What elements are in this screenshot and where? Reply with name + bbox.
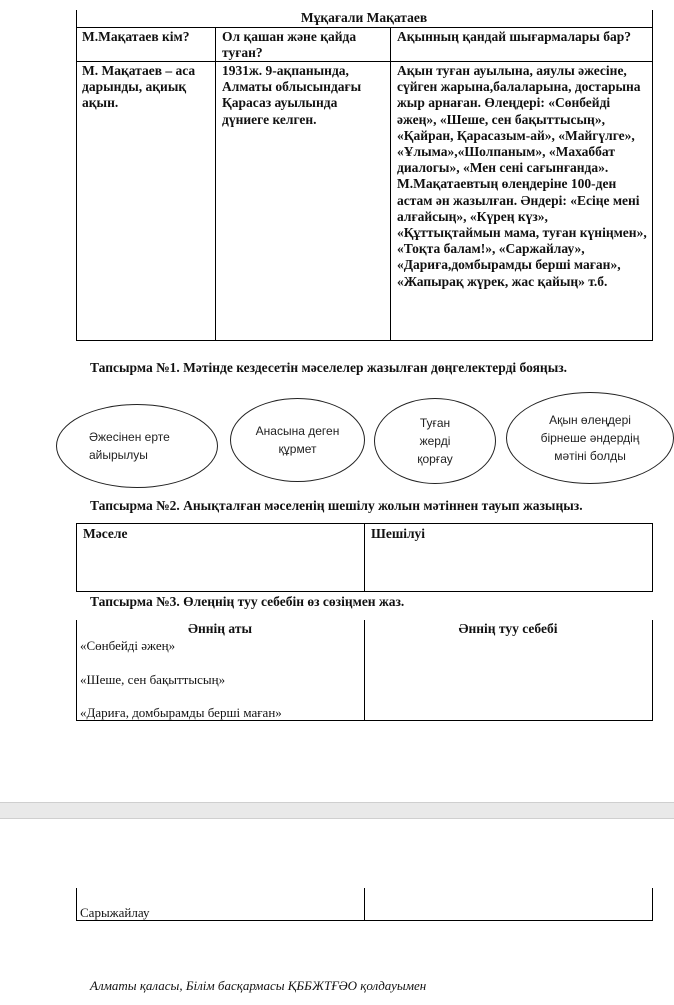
table-3-reason-input[interactable] (366, 640, 650, 718)
circle-option-2-label: Анасына деген құрмет (255, 424, 340, 456)
table-1-title: Мұқағали Мақатаев (300, 10, 428, 25)
table-3-border-right (652, 620, 653, 720)
table-3-song-3: «Дариға, домбырамды берші маған» (80, 705, 282, 720)
table-2-solution-input[interactable] (366, 545, 650, 589)
table-3-cont-col-divider (364, 888, 365, 920)
circle-option-1[interactable] (56, 404, 218, 488)
table-1-bottom-border (76, 340, 653, 341)
table-2-border-left (76, 523, 77, 592)
table-1-col-divider (215, 27, 216, 341)
table-1-cell-works: Ақын туған ауылына, аяулы әжесіне, сүйген жарына,балаларына, достарына жыр арнаған. Өлеңдері: «Сөнбейді әжең», «Шеше, сен бақыттысың», «Қайран, Қарасазым-ай», «Майгүлге», «Ұлыма»,«Шолпаным», «Махаббат диалогы», «Мен сені сағынғанда». М.Мақатаевтың өлеңдеріне 100-ден астам ән жазылған. Әндері: «Есіңе мені алғайсың», «Күрең күз», «Құттықтаймын мама, туған күніңмен», «Тоқта балам!», «Саржайлау», «Дариға,домбырамды берші маған», «Жапырақ жүрек, жас қайың» т.б. (397, 63, 647, 289)
circle-option-3[interactable] (374, 398, 496, 484)
table-3-cont-bottom-border (76, 920, 653, 921)
table-2-col-divider (364, 523, 365, 592)
table-3-song-4: Сарыжайлау (80, 905, 150, 920)
page-break (0, 802, 674, 818)
page-footer: Алматы қаласы, Білім басқармасы ҚББЖТҒӘО қолдауымен (90, 978, 427, 993)
table-1-cell-who: М. Мақатаев – аса дарынды, ақиық ақын. (82, 63, 196, 111)
page-break-edge (0, 802, 674, 803)
table-1-header-3: Ақынның қандай шығармалары бар? (397, 29, 631, 44)
table-3-header-reason: Әннің туу себебі (458, 621, 558, 636)
table-1-col-divider (390, 27, 391, 341)
task-1-title: Тапсырма №1. Мәтінде кездесетін мәселелер жазылған дөңгелектерді бояңыз. (90, 360, 568, 375)
table-2-header-solution: Шешілуі (371, 526, 426, 541)
circle-option-4[interactable] (506, 392, 674, 484)
table-3-header-song: Әннің аты (187, 621, 252, 636)
table-3-song-2: «Шеше, сен бақыттысың» (80, 672, 226, 687)
table-1-header-1: М.Мақатаев кім? (82, 29, 190, 44)
circle-option-1-label: Әжесінен ерте айырылуы (89, 430, 170, 462)
circle-option-4-label: Ақын өлеңдері бірнеше әндердің мәтіні болды (540, 413, 640, 463)
table-2-border-right (652, 523, 653, 592)
table-3-cont-border-right (652, 888, 653, 920)
table-1-border-left (76, 10, 77, 341)
table-1-row-divider (76, 27, 653, 28)
circle-option-3-label: Туған жерді қорғау (417, 416, 453, 466)
table-3-cont-border-left (76, 888, 77, 920)
task-2-title: Тапсырма №2. Анықталған мәселенің шешілу жолын мәтіннен тауып жазыңыз. (90, 498, 583, 513)
table-2-header-problem: Мәселе (83, 526, 128, 541)
circle-option-2[interactable] (230, 398, 365, 482)
task-3-title: Тапсырма №3. Өлеңнің туу себебін өз сөзіңмен жаз. (90, 594, 405, 609)
table-2-problem-input[interactable] (78, 545, 362, 589)
table-1-header-2: Ол қашан және қайда туған? (222, 29, 357, 61)
table-3-song-1: «Сөнбейді әжең» (80, 638, 176, 653)
table-1-cell-born: 1931ж. 9-ақпанында, Алматы облысындағы Қарасаз ауылында дүниеге келген. (222, 63, 362, 127)
page-break-edge (0, 818, 674, 819)
table-1-border-right (652, 10, 653, 341)
